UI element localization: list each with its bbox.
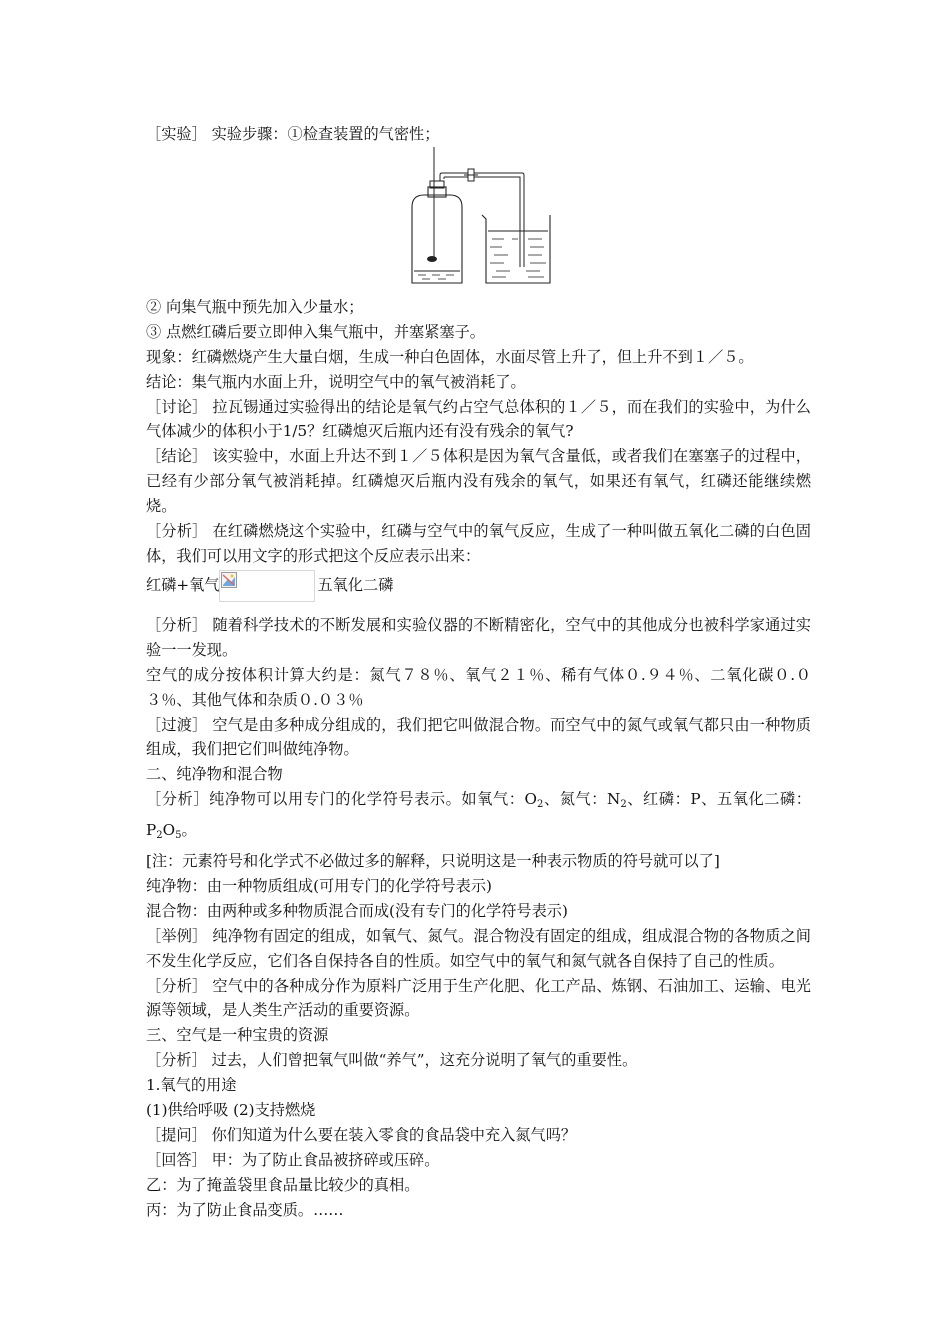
section-heading-2: 二、纯净物和混合物 — [146, 765, 283, 784]
paragraph-analysis-reaction: ［分析］ 在红磷燃烧这个实验中，红磷与空气中的氧气反应，生成了一种叫做五氧化二磷的白色固体，我们可以用文字的形式把这个反应表示出来： — [146, 522, 811, 565]
paragraph-chemical-symbols: ［分析］纯净物可以用专门的化学符号表示。如氧气：$O_2$、氮气：$N_2$、红磷：P、五氧化二磷：$P_2O_5$。 — [146, 790, 811, 842]
subheading-oxygen-uses: 1.氧气的用途 — [146, 1076, 237, 1095]
definition-mixture: 混合物：由两种或多种物质混合而成(没有专门的化学符号表示) — [146, 901, 568, 920]
broken-image-icon — [221, 572, 237, 588]
word-equation — [146, 569, 811, 603]
apparatus-diagram — [404, 147, 554, 291]
paragraph-step3: ③ 点燃红磷后要立即伸入集气瓶中，并塞紧塞子。 — [146, 322, 485, 341]
paragraph-conclusion: 结论：集气瓶内水面上升，说明空气中的氧气被消耗了。 — [146, 372, 526, 391]
paragraph-answer-a: ［回答］ 甲：为了防止食品被挤碎或压碎。 — [146, 1150, 440, 1169]
list-oxygen-uses: (1)供给呼吸 (2)支持燃烧 — [146, 1101, 316, 1120]
paragraph-answer-c: 丙：为了防止食品变质。…… — [146, 1200, 344, 1219]
paragraph-analysis-resources: ［分析］ 空气中的各种成分作为原料广泛用于生产化肥、化工产品、炼钢、石油加工、运输、电光源等领域，是人类生产活动的重要资源。 — [146, 976, 811, 1020]
paragraph-note: [注：元素符号和化学式不必做过多的解释，只说明这是一种表示物质的符号就可以了] — [146, 852, 720, 871]
paragraph-phenomenon: 现象：红磷燃烧产生大量白烟，生成一种白色固体，水面尽管上升了，但上升不到１／５。 — [146, 347, 754, 366]
paragraph-analysis-oxygen: ［分析］ 过去，人们曾把氧气叫做“养气”，这充分说明了氧气的重要性。 — [146, 1051, 638, 1070]
paragraph-transition: ［过渡］ 空气是由多种成分组成的，我们把它叫做混合物。而空气中的氮气或氧气都只由一种物质组成，我们把它们叫做纯净物。 — [146, 715, 811, 759]
paragraph-result: ［结论］ 该实验中，水面上升达不到１／５体积是因为氧气含量低，或者我们在塞塞子的过程中，已经有少部分氧气被消耗掉。红磷熄灭后瓶内没有残余的氧气，如果还有氧气，红磷还能继续燃烧。 — [146, 447, 811, 516]
equation-reactants: 红磷+氧气 — [146, 576, 220, 595]
paragraph-step2: ② 向集气瓶中预先加入少量水； — [146, 297, 364, 316]
document-body — [146, 122, 811, 1223]
paragraph-experiment-step1: ［实验］ 实验步骤：①检查装置的气密性； — [146, 125, 440, 143]
paragraph-air-composition: 空气的成分按体积计算大约是：氮气７８％、氧气２１％、稀有气体０.９４％、二氧化碳０.０３％、其他气体和杂质０.０３％ — [146, 665, 811, 709]
paragraph-analysis-science: ［分析］ 随着科学技术的不断发展和实验仪器的不断精密化，空气中的其他成分也被科学家通过实验一一发现。 — [146, 615, 811, 659]
definition-pure-substance: 纯净物：由一种物质组成(可用专门的化学符号表示) — [146, 876, 492, 895]
section-heading-3: 三、空气是一种宝贵的资源 — [146, 1026, 329, 1045]
paragraph-question: ［提问］ 你们知道为什么要在装入零食的食品袋中充入氮气吗？ — [146, 1126, 577, 1144]
equation-product: 五氧化二磷 — [317, 576, 394, 595]
paragraph-answer-b: 乙：为了掩盖袋里食品量比较少的真相。 — [146, 1175, 420, 1194]
apparatus-figure — [146, 147, 811, 295]
paragraph-discussion: ［讨论］ 拉瓦锡通过实验得出的结论是氧气约占空气总体积的１／５，而在我们的实验中，为什么气体减少的体积小于1/5？红磷熄灭后瓶内还有没有残余的氧气? — [146, 397, 811, 441]
broken-image-placeholder — [219, 570, 315, 602]
paragraph-example: ［举例］ 纯净物有固定的组成，如氧气、氮气。混合物没有固定的组成，组成混合物的各物质之间不发生化学反应，它们各自保持各自的性质。如空气中的氧气和氮气就各自保持了自己的性质。 — [146, 926, 811, 970]
